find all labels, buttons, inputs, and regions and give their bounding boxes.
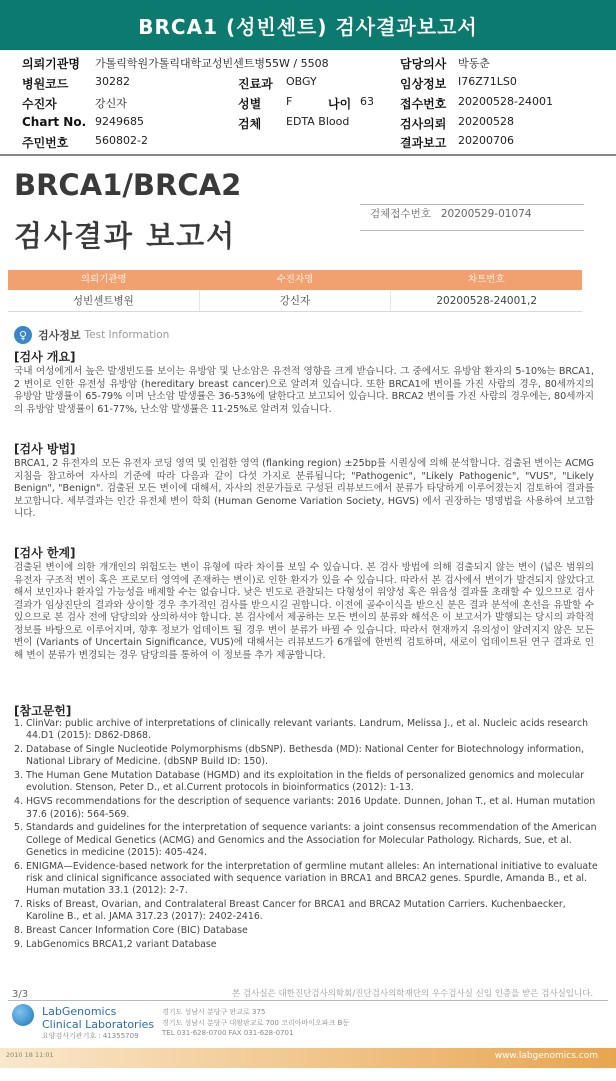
info-table-cell: 성빈센트병원 [8,290,200,311]
info-table-header [8,270,582,290]
reference-item: 7. Risks of Breast, Ovarian, and Contralateral Breast Cancer for BRCA1 and BRCA2 Mutation Carriers. Kuchenbaecker, Karoline B., et al. JAMA 317.23 (2017): 2402-2416. [14,899,566,923]
reference-item: 5. Standards and guidelines for the interpretation of sequence variants: a joint consensus recommendation of the American College of Medical Genetics (ACMG) and Genomics and the Association for Molecular Pathology. Richards, Sue, et al. Genetics in medicine (2015): 405-424. [14,822,597,858]
receipt-no-value: 20200528-24001 [458,95,553,108]
age-value: 63 [360,95,374,108]
report-title-line1: BRCA1/BRCA2 [14,168,242,202]
overview-body: 국내 여성에게서 높은 발생빈도를 보이는 유방암 및 난소암은 유전적 영향을 크게 받습니다. 그 중에서도 유방암 환자의 5-10%는 BRCA1, 2 변이로 인한 유전성 유방암 (hereditary breast cancer)으로 알려져 있습니다. 또한 BRCA1에 변이를 가진 사람의 경우, 80세까지의 유방암 발생률이 65-79% 이며 난소암 발생률은 36-53%에 달한다고 보고되어 있습니다. BRCA2 변이를 가진 사람의 경우에는, 80세까지의 유방암 발생률이 61-77%, 난소암 발생률은 11-25%로 알려져 있습니다. [14,366,594,415]
report-date-label: 결과보고 [400,136,447,150]
info-table-header-cell: 차트번호 [467,274,505,285]
specimen-receipt-label: 검체접수번호 [370,208,431,220]
website-link[interactable]: www.labgenomics.com [494,1051,598,1061]
test-info-heading [14,325,169,345]
ribbon-icon: ♀ [14,326,32,344]
reference-list [14,718,600,953]
doctor-label: 담당의사 [400,57,447,71]
reference-item: 4. HGVS recommendations for the description of sequence variants: 2016 Update. Dunnen, Johan T., et al. Human mutation 37.6 (2016): 564-569. [14,796,596,820]
chart-value: 9249685 [95,115,144,128]
hospital-code-label: 병원코드 [22,77,69,91]
banner-title: BRCA1 (성빈센트) 검사결과보고서 [138,14,478,39]
sex-value: F [286,95,293,108]
rrn-value: 560802-2 [95,134,148,147]
receipt-divider-bottom [360,230,584,231]
patient-value: 강신자 [95,97,127,110]
clinical-info-value: I76Z71LS0 [458,75,517,88]
reference-item: 8. Breast Cancer Information Core (BIC) Database [14,925,248,937]
reference-item: 1. ClinVar: public archive of interpretations of clinically relevant variants. Landrum, Melissa J., et al. Nucleic acids research 44.D1 (2015): D862-D868. [14,718,589,742]
reference-item: 9. LabGenomics BRCA1,2 variant Database [14,939,217,951]
lab-contact: TEL 031-628-0700 FAX 031-628-0701 [162,1029,294,1037]
request-date-label: 검사의뢰 [400,117,447,131]
request-date-value: 20200528 [458,115,514,128]
lab-subtitle: Clinical Laboratories [42,1018,155,1031]
sex-label: 성별 [238,97,262,111]
specimen-label: 검체 [238,117,262,131]
lab-address-1: 경기도 성남시 분당구 판교로 375 [162,1008,266,1016]
age-label: 나이 [328,97,352,111]
page-number: 3/3 [12,989,29,1000]
clinical-info-label: 임상정보 [400,77,447,91]
method-title: [검사 방법] [14,442,76,456]
specimen-receipt-value: 20200529-01074 [440,208,532,220]
order-org-label: 의뢰기관명 [22,57,80,71]
receipt-divider-top [360,204,584,205]
limit-title: [검사 한계] [14,546,76,560]
lab-name: LabGenomics [42,1005,117,1018]
patient-label: 수진자 [22,97,57,111]
limit-body: 검출된 변이에 의한 개개인의 위험도는 변이 유형에 따라 차이를 보일 수 있습니다. 본 검사 방법에 의해 검출되지 않는 변이 (넓은 범위의 유전자 구조적 변이 혹은 프로모터 영역에 존재하는 변이)로 인한 환자가 있을 수 있습니다. 따라서 본 검사에서 변이가 발견되지 않았다고 해서 보인자나 환자일 가능성을 배제할 수는 없습니다. 낮은 빈도로 관찰되는 다형성이 위양성 혹은 위음성 결과를 초래할 수 있으므로 검사 결과가 임상진단의 결과와 상이할 경우 추가적인 검사를 받으시길 권합니다. 이전에 골수이식을 받으신 분은 결과 분석에 혼선을 유발할 수 있으므로 본 검사 전에 담당의와 상의하셔야 합니다. 본 검사에서 제공하는 모든 변이의 분류와 해석은 이 보고서가 발행되는 당시의 과학적 정보를 바탕으로 이루어지며, 향후 정보가 업데이트 될 경우 변이 분류가 바뀔 수 있습니다. 따라서 현재까지 유의성이 알려지지 않은 모든 변이 (Variants of Uncertain Significance, VUS)에 대해서는 리뷰보드가 6개월에 한번씩 검토하며, 새로이 업데이트된 연구 결과로 인해 변이 분류가 변경되는 경우 담당의를 통하여 이 정보를 추가 제공합니다. [14,562,594,661]
chart-label: Chart No. [22,115,87,129]
reference-item: 2. Database of Single Nucleotide Polymorphisms (dbSNP). Bethesda (MD): National Center for Biotechnology information, National Library of Medicine. (dbSNP Build ID: 150). [14,744,585,768]
report-date-value: 20200706 [458,134,514,147]
info-table-cell: 20200528-24001,2 [436,295,537,307]
report-title-block [0,162,616,260]
footer-stamp: 2010 18 11:01 [6,1051,54,1059]
receipt-no-label: 접수번호 [400,97,447,111]
method-body: BRCA1, 2 유전자의 모든 유전자 코딩 영역 및 인접한 영역 (flanking region) ±25bp를 시퀀싱에 의해 분석합니다. 검출된 변이는 ACMG 지침을 참고하여 자사의 기준에 따라 다음과 같이 다섯 가지로 분류됩니다; "Pathogenic", "Likely Pathogenic", "VUS", "Likely Benign", "Benign". 검출된 모든 변이에 대해서, 자사의 전문가들로 구성된 리뷰보드에서 분류가 타당하게 이루어졌는지 검토하여 결과를 보고합니다. 세부결과는 인간 유전체 변이 학회 (Human Genome Variation Society, HGVS) 에서 권장하는 명명법을 사용하여 보고합니다. [14,458,594,519]
specimen-value: EDTA Blood [286,115,350,128]
doctor-value: 박동춘 [458,57,490,70]
lab-address-2: 경기도 성남시 분당구 대왕판교로 700 코리아바이오파크 B동 [162,1019,350,1027]
dept-label: 진료과 [238,77,273,91]
footer-divider [8,1000,608,1001]
overview-title: [검사 개요] [14,350,76,364]
lab-code: 요양검사기관기호 : 41355709 [42,1032,139,1040]
order-org-value: 가톨릭학원가톨릭대학교성빈센트병55W / 5508 [95,57,329,70]
info-table-header-cell: 의뢰기관명 [80,274,127,285]
hospital-code-value: 30282 [95,75,130,88]
refs-title: [참고문헌] [14,704,72,718]
specimen-receipt [370,206,532,221]
report-title-line2: 검사결과 보고서 [14,219,237,253]
test-info-ko: 검사정보 [38,329,81,342]
dept-value: OBGY [286,75,317,88]
info-table-row [8,290,582,312]
rrn-label: 주민번호 [22,136,69,150]
info-table [8,270,582,312]
info-table-header-cell: 수진자명 [276,274,314,285]
reference-item: 3. The Human Gene Mutation Database (HGMD) and its exploitation in the fields of personalized genomics and molecular evolution. Stenson, Peter D., et al.Current protocols in bioinformatics (2012): 1-13. [14,770,585,794]
patient-header [0,50,616,156]
accreditation-note: 본 검사실은 대한진단검사의학회/진단검사의학재단의 우수검사실 신임 인증을 받은 검사실입니다. [232,989,594,999]
info-table-cell: 강신자 [200,290,392,311]
report-banner [0,0,616,50]
reference-item: 6. ENIGMA—Evidence-based network for the interpretation of germline mutant alleles: An international initiative to evaluate risk and clinical significance associated with sequence variation in BRCA1 and BRCA2 genes. Spurdle, Amanda B., et al. Human mutation 33.1 (2012): 2-7. [14,860,598,897]
labgenomics-logo-icon [12,1004,34,1026]
test-info-en: Test Information [84,329,170,341]
